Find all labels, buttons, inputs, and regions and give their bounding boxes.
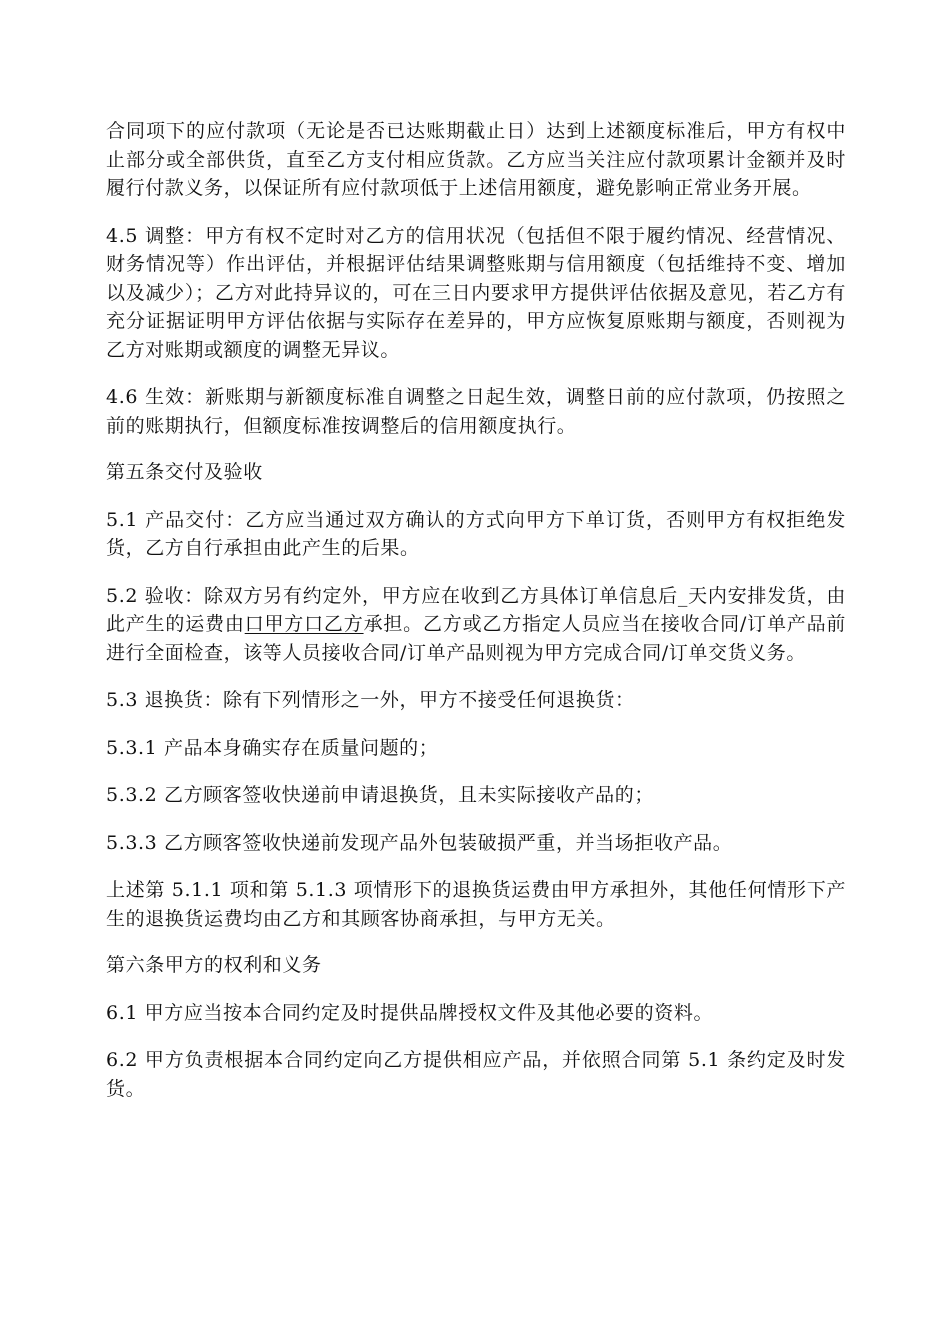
clause-5-2-text-end: 承担。乙方或乙方指定人员应当在接收合同/订单产品前进行全面检查，该等人员接收合同/订单产品则视为甲方完成合同/订单交货义务。 — [106, 613, 847, 664]
document-body — [106, 117, 846, 1103]
article-6-heading: 第六条甲方的权利和义务 — [106, 954, 322, 976]
paragraph-credit-limit-continuation: 合同项下的应付款项（无论是否已达账期截止日）达到上述额度标准后，甲方有权中止部分或全部供货，直至乙方支付相应货款。乙方应当关注应付款项累计金额并及时履行付款义务，以保证所有应付款项低于上述信用额度，避免影响正常业务开展。 — [106, 120, 846, 199]
article-5-heading: 第五条交付及验收 — [106, 461, 263, 483]
clause-4-6-effective: 4.6 生效：新账期与新额度标准自调整之日起生效，调整日前的应付款项，仍按照之前的账期执行，但额度标准按调整后的信用额度执行。 — [106, 386, 846, 437]
clause-6-2: 6.2 甲方负责根据本合同约定向乙方提供相应产品，并依照合同第 5.1 条约定及时发货。 — [106, 1049, 846, 1100]
clause-5-3-1: 5.3.1 产品本身确实存在质量问题的； — [106, 736, 439, 759]
clause-5-2-text-start: 5.2 验收：除双方另有约定外，甲方应在收到乙方具体订单信息后_天内安排发货，由此产生的运费由 — [106, 584, 846, 635]
clause-5-3-3: 5.3.3 乙方顾客签收快递前发现产品外包装破损严重，并当场拒收产品。 — [106, 831, 733, 854]
returns-freight-note: 上述第 5.1.1 项和第 5.1.3 项情形下的退换货运费由甲方承担外，其他任何情形下产生的退换货运费均由乙方和其顾客协商承担，与甲方无关。 — [106, 879, 846, 930]
clause-5-2-acceptance — [106, 582, 846, 668]
clause-6-1: 6.1 甲方应当按本合同约定及时提供品牌授权文件及其他必要的资料。 — [106, 1001, 714, 1024]
freight-payer-options: 口甲方口乙方 — [244, 613, 364, 635]
clause-4-5-adjustment: 4.5 调整：甲方有权不定时对乙方的信用状况（包括但不限于履约情况、经营情况、财务情况等）作出评估，并根据评估结果调整账期与信用额度（包括维持不变、增加以及减少）；乙方对此持异议的，可在三日内要求甲方提供评估依据及意见，若乙方有充分证据证明甲方评估依据与实际存在差异的，甲方应恢复原账期与额度，否则视为乙方对账期或额度的调整无异议。 — [106, 224, 846, 361]
clause-5-3-2: 5.3.2 乙方顾客签收快递前申请退换货，且未实际接收产品的； — [106, 784, 654, 806]
clause-5-3-returns: 5.3 退换货：除有下列情形之一外，甲方不接受任何退换货： — [106, 689, 635, 711]
clause-5-1-product-delivery: 5.1 产品交付：乙方应当通过双方确认的方式向甲方下单订货，否则甲方有权拒绝发货，乙方自行承担由此产生的后果。 — [106, 508, 846, 559]
